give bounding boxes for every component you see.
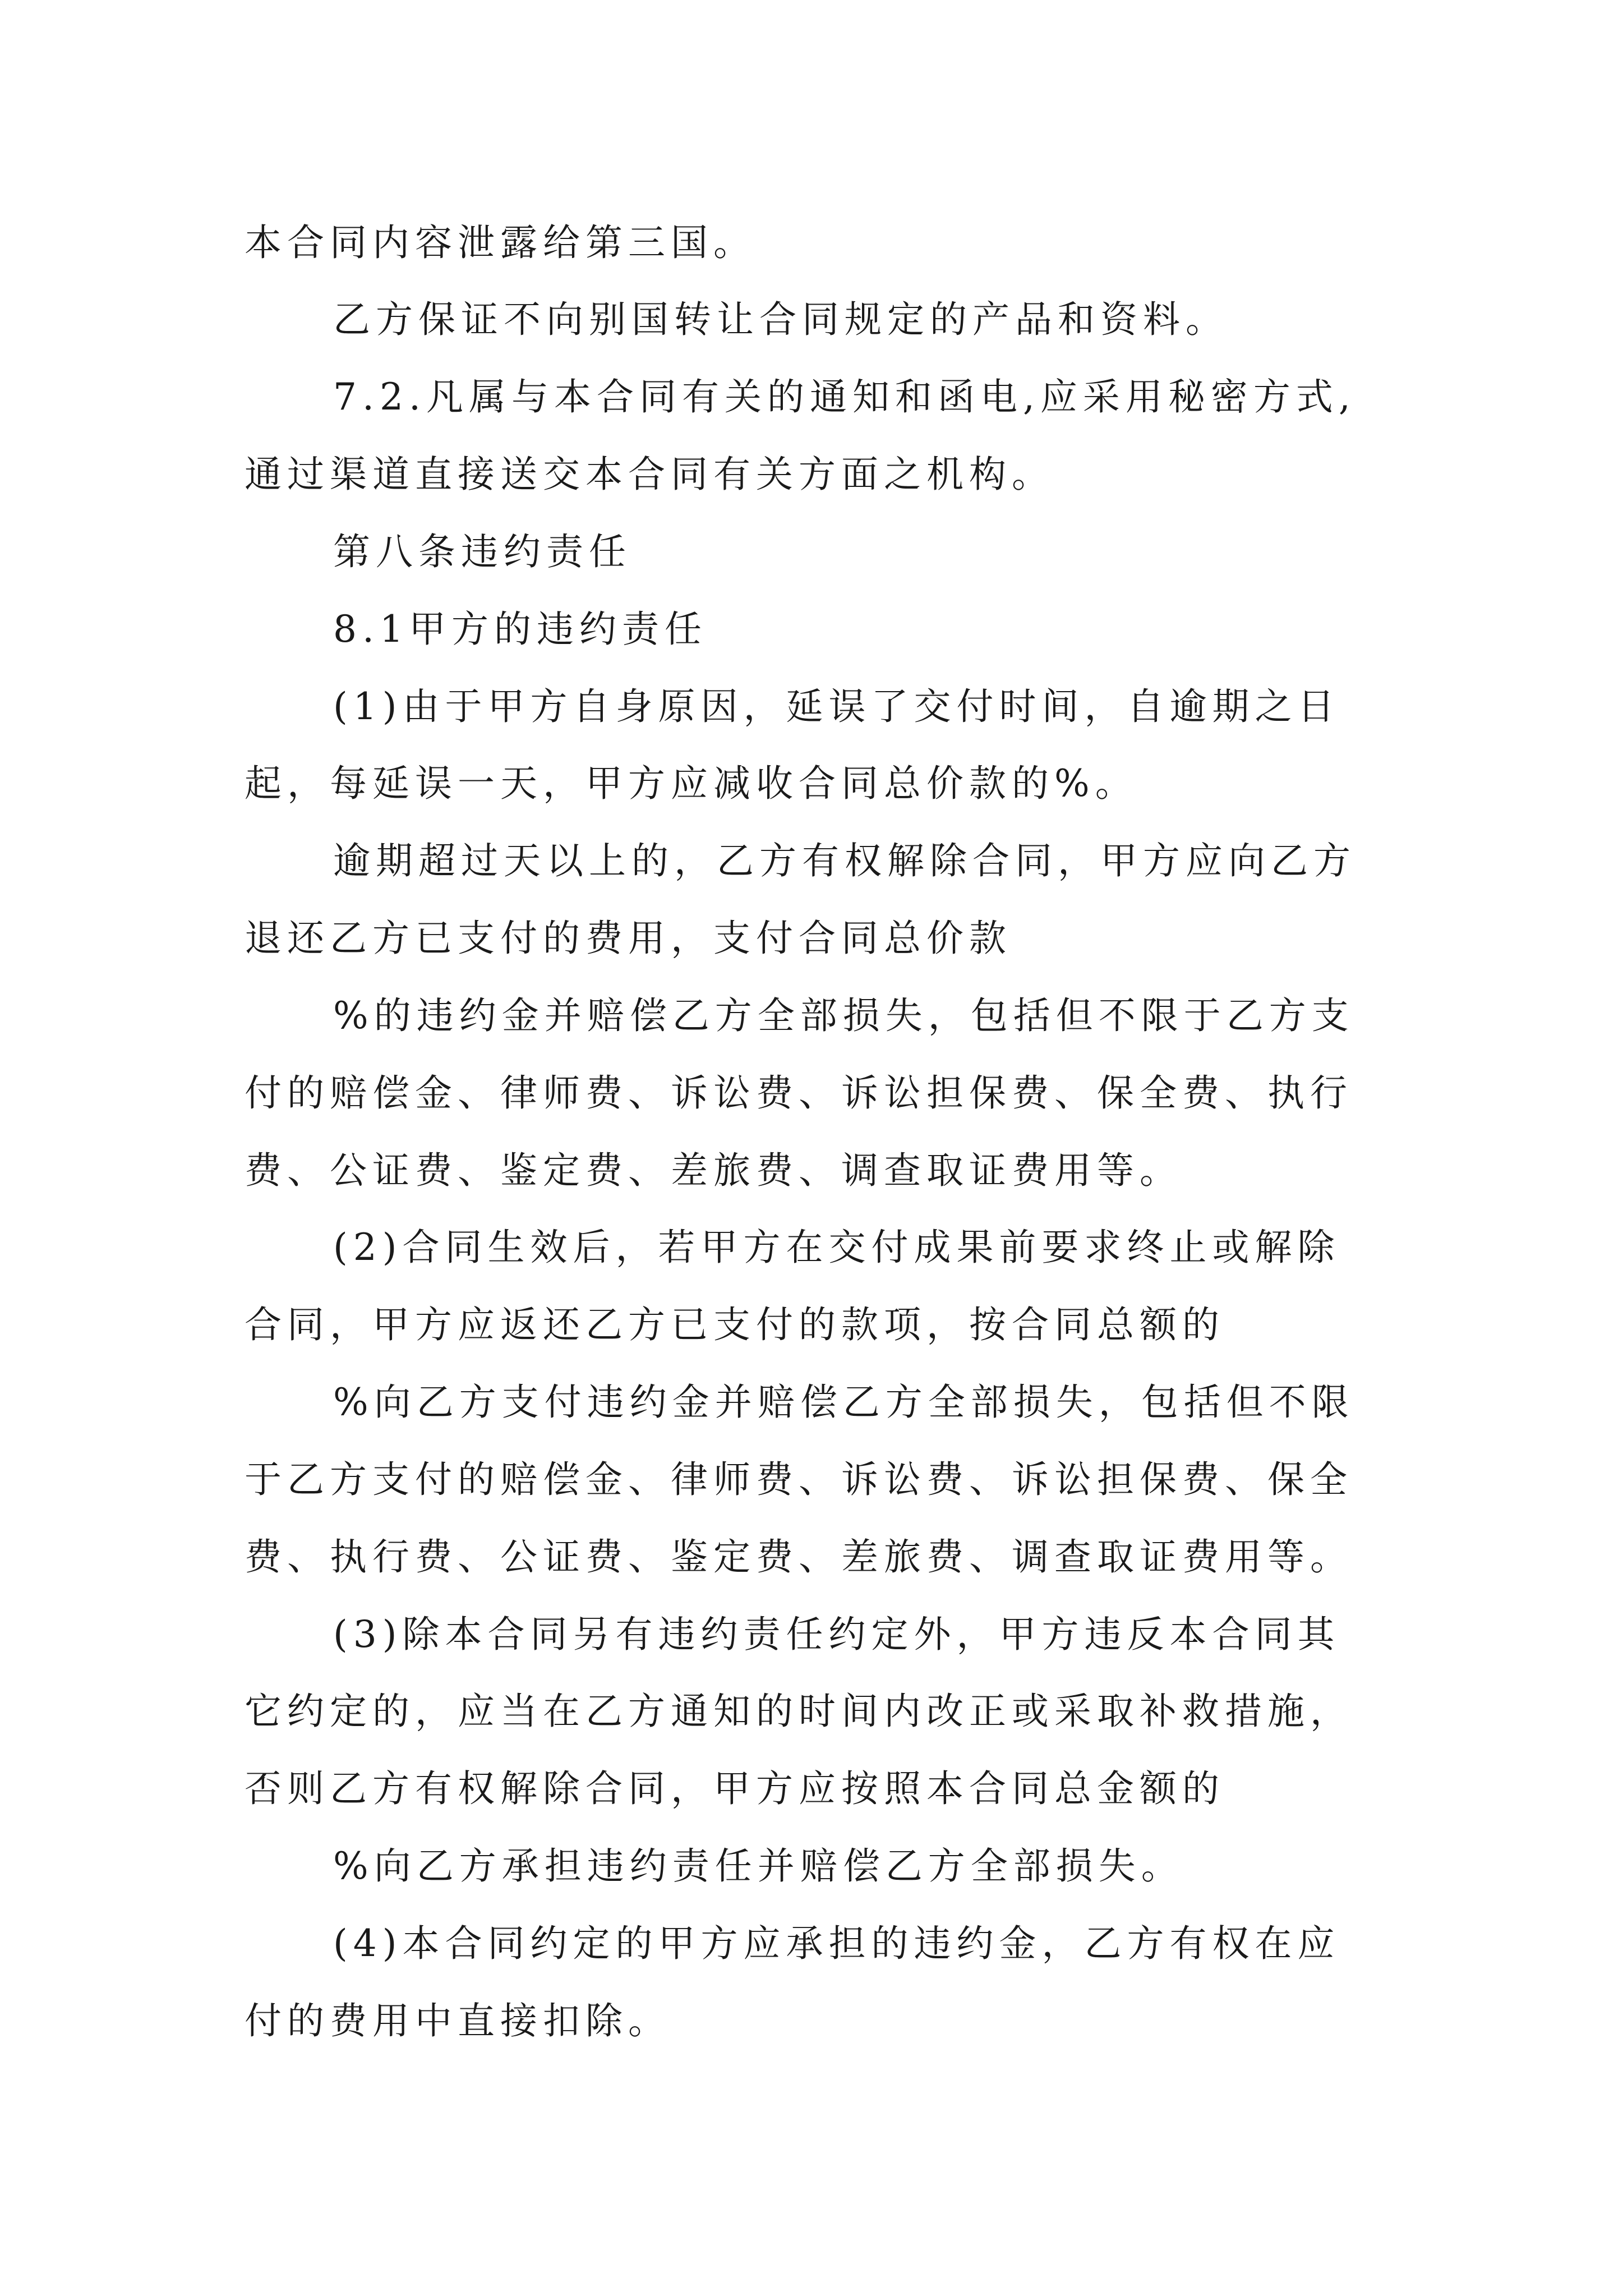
subsection-heading: 8.1甲方的违约责任 (333, 608, 707, 651)
text-line: %的违约金并赔偿乙方全部损失，包括但不限于乙方支 (333, 994, 1354, 1037)
section-heading: 第八条违约责任 (333, 530, 631, 573)
text-line: 付的赔偿金、律师费、诉讼费、诉讼担保费、保全费、执行 (245, 1071, 1353, 1115)
text-line: 乙方保证不向别国转让合同规定的产品和资料。 (333, 298, 1228, 341)
text-line: 于乙方支付的赔偿金、律师费、诉讼费、诉讼担保费、保全 (245, 1458, 1353, 1501)
text-line: 7.2.凡属与本合同有关的通知和函电,应采用秘密方式, (333, 375, 1356, 418)
text-line: (4)本合同约定的甲方应承担的违约金，乙方有权在应 (333, 1922, 1340, 1965)
text-line: 否则乙方有权解除合同，甲方应按照本合同总金额的 (245, 1767, 1225, 1810)
text-line: %向乙方支付违约金并赔偿乙方全部损失，包括但不限 (333, 1381, 1354, 1424)
text-line: 退还乙方已支付的费用，支付合同总价款 (245, 917, 1012, 960)
text-line: 合同，甲方应返还乙方已支付的款项，按合同总额的 (245, 1303, 1225, 1346)
text-line: 通过渠道直接送交本合同有关方面之机构。 (245, 453, 1054, 496)
text-line: 它约定的，应当在乙方通知的时间内改正或采取补救措施， (245, 1690, 1353, 1733)
text-line: (1)由于甲方自身原因，延误了交付时间，自逾期之日 (333, 685, 1340, 728)
text-line: 本合同内容泄露给第三国。 (245, 221, 756, 264)
text-line: 费、执行费、公证费、鉴定费、差旅费、调查取证费用等。 (245, 1535, 1353, 1579)
text-line: (3)除本合同另有违约责任约定外，甲方违反本合同其 (333, 1613, 1340, 1656)
text-line: 逾期超过天以上的，乙方有权解除合同，甲方应向乙方 (333, 839, 1356, 882)
text-line: 起，每延误一天，甲方应减收合同总价款的%。 (245, 762, 1138, 805)
text-line: (2)合同生效后，若甲方在交付成果前要求终止或解除 (333, 1226, 1340, 1269)
text-line: %向乙方承担违约责任并赔偿乙方全部损失。 (333, 1844, 1184, 1888)
text-line: 付的费用中直接扣除。 (245, 1999, 671, 2042)
text-line: 费、公证费、鉴定费、差旅费、调查取证费用等。 (245, 1149, 1182, 1192)
